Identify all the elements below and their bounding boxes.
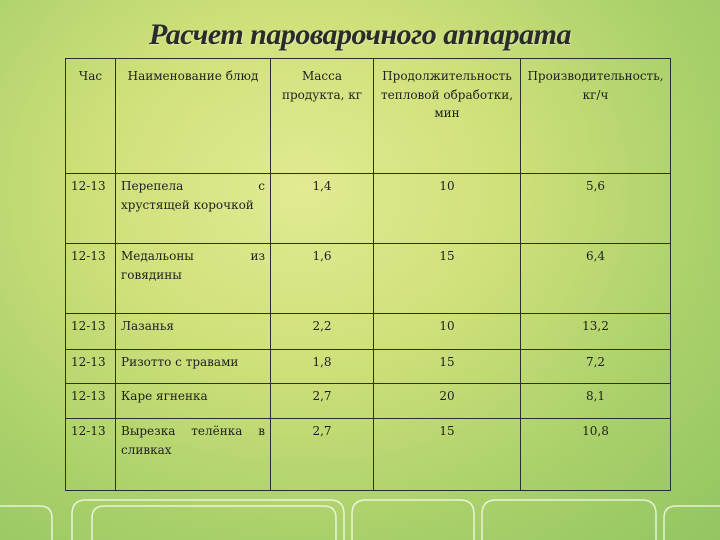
- table-row: [66, 314, 671, 350]
- cell-dish: Каре ягненка: [116, 384, 271, 419]
- cell-duration: 15: [374, 244, 521, 314]
- cell-mass: 1,6: [271, 244, 374, 314]
- table-row: [66, 419, 671, 491]
- header-dish: Наименование блюд: [116, 59, 271, 174]
- cell-duration: 10: [374, 174, 521, 244]
- cell-hour: 12-13: [66, 350, 116, 384]
- cell-productivity: 13,2: [521, 314, 671, 350]
- cell-dish: Вырезка телёнка в сливках: [116, 419, 271, 491]
- cell-dish: Ризотто с травами: [116, 350, 271, 384]
- table-row: [66, 384, 671, 419]
- cell-hour: 12-13: [66, 314, 116, 350]
- cell-duration: 15: [374, 350, 521, 384]
- header-hour: Час: [66, 59, 116, 174]
- header-duration: Продолжительность тепловой обработки, мин: [374, 59, 521, 174]
- cell-duration: 15: [374, 419, 521, 491]
- table-row: [66, 244, 671, 314]
- cell-productivity: 6,4: [521, 244, 671, 314]
- cell-productivity: 8,1: [521, 384, 671, 419]
- cell-dish: Перепела с хрустящей корочкой: [116, 174, 271, 244]
- table-header-row: [66, 59, 671, 174]
- cell-mass: 2,7: [271, 419, 374, 491]
- cell-hour: 12-13: [66, 174, 116, 244]
- cell-duration: 20: [374, 384, 521, 419]
- cell-duration: 10: [374, 314, 521, 350]
- cell-mass: 1,8: [271, 350, 374, 384]
- table-row: [66, 174, 671, 244]
- cell-hour: 12-13: [66, 384, 116, 419]
- header-mass: Масса продукта, кг: [271, 59, 374, 174]
- productivity-table: [65, 58, 671, 491]
- cell-dish: Лазанья: [116, 314, 271, 350]
- cell-productivity: 7,2: [521, 350, 671, 384]
- header-productivity: Производительность, кг/ч: [521, 59, 671, 174]
- cell-productivity: 10,8: [521, 419, 671, 491]
- cell-productivity: 5,6: [521, 174, 671, 244]
- cell-hour: 12-13: [66, 419, 116, 491]
- cell-mass: 1,4: [271, 174, 374, 244]
- slide-title: Расчет пароварочного аппарата: [149, 18, 571, 51]
- cell-hour: 12-13: [66, 244, 116, 314]
- cell-dish: Медальоны из говядины: [116, 244, 271, 314]
- table-row: [66, 350, 671, 384]
- cell-mass: 2,7: [271, 384, 374, 419]
- cell-mass: 2,2: [271, 314, 374, 350]
- decorative-arches: [0, 496, 720, 540]
